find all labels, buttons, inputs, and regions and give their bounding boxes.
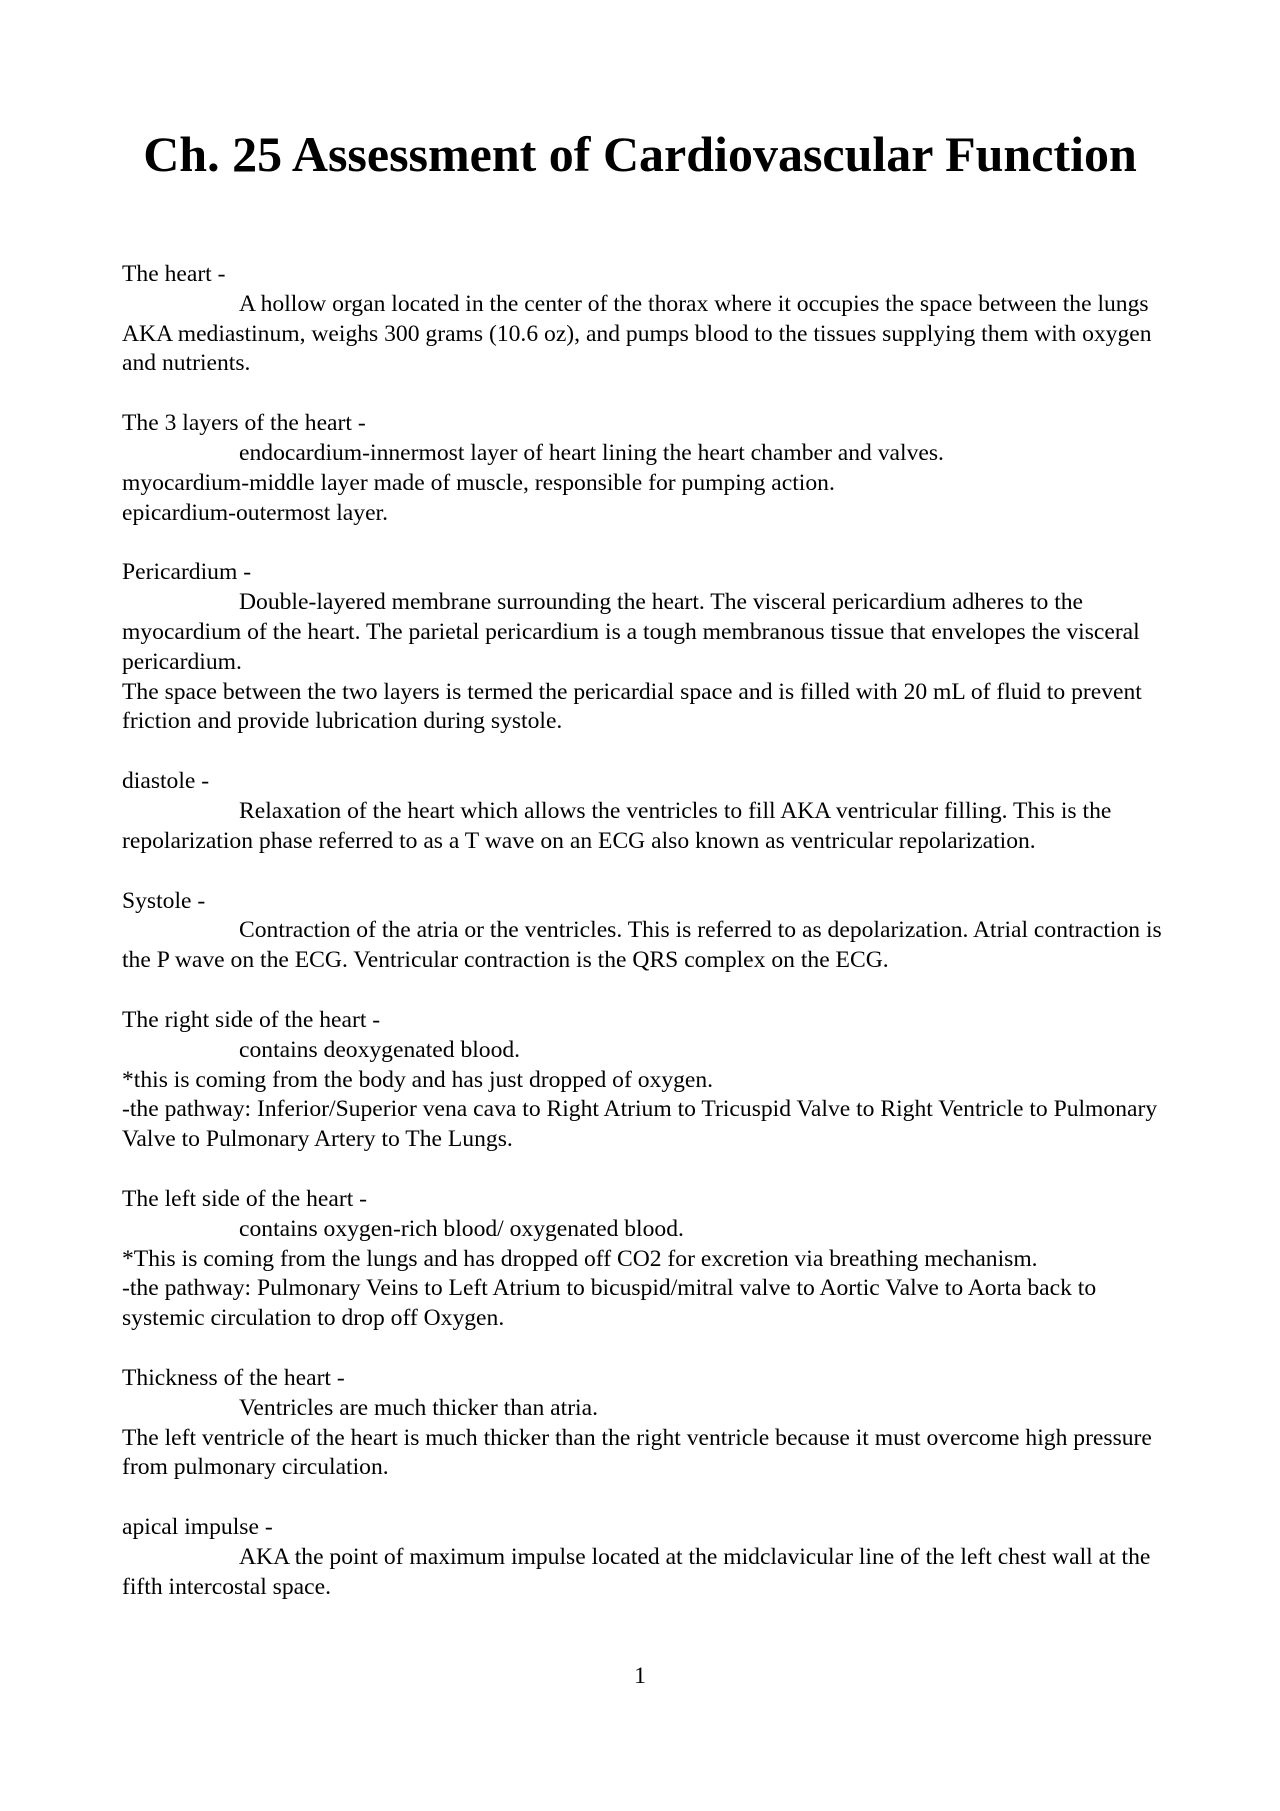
section-heading: The left side of the heart -	[122, 1185, 368, 1212]
section-paragraph: -the pathway: Pulmonary Veins to Left Atrium to bicuspid/mitral valve to Aortic Valve to Aorta back to systemic circulation to drop off Oxygen.	[122, 1275, 1097, 1332]
section-paragraph: AKA the point of maximum impulse located at the midclavicular line of the left chest wall at the fifth intercostal space.	[122, 1543, 1151, 1600]
section-paragraph: -the pathway: Inferior/Superior vena cava to Right Atrium to Tricuspid Valve to Right Ventricle to Pulmonary Valve to Pulmonary Artery to The Lungs.	[122, 1096, 1158, 1153]
section-heading: Systole -	[122, 887, 206, 914]
section-heading: Thickness of the heart -	[122, 1364, 345, 1391]
section-apical-impulse	[122, 1513, 1162, 1602]
section-left-side	[122, 1185, 1162, 1334]
section-heading: diastole -	[122, 768, 210, 795]
section-pericardium	[122, 558, 1162, 737]
section-paragraph: The left ventricle of the heart is much thicker than the right ventricle because it must overcome high pressure from pulmonary circulation.	[122, 1424, 1152, 1481]
section-paragraph: *This is coming from the lungs and has dropped off CO2 for excretion via breathing mechanism.	[122, 1245, 1038, 1272]
section-diastole	[122, 767, 1162, 856]
section-paragraph: Contraction of the atria or the ventricles. This is referred to as depolarization. Atrial contraction is the P wave on the ECG. Ventricular contraction is the QRS complex on the ECG.	[122, 917, 1162, 974]
page-title: Ch. 25 Assessment of Cardiovascular Function	[143, 126, 1137, 182]
section-paragraph: contains deoxygenated blood.	[239, 1036, 521, 1063]
section-paragraph: Double-layered membrane surrounding the heart. The visceral pericardium adheres to the myocardium of the heart. The parietal pericardium is a tough membranous tissue that envelopes the visceral pericardium.	[122, 589, 1140, 675]
section-heading: apical impulse -	[122, 1514, 273, 1541]
section-paragraph: Relaxation of the heart which allows the ventricles to fill AKA ventricular filling. This is the repolarization phase referred to as a T wave on an ECG also known as ventricular repolarization.	[122, 797, 1112, 854]
section-paragraph: *this is coming from the body and has just dropped of oxygen.	[122, 1066, 714, 1093]
section-paragraph: myocardium-middle layer made of muscle, responsible for pumping action.	[122, 469, 835, 496]
section-paragraph: The space between the two layers is termed the pericardial space and is filled with 20 mL of fluid to prevent friction and provide lubrication during systole.	[122, 678, 1142, 735]
section-heading: The heart -	[122, 261, 226, 287]
page-number: 1	[634, 1663, 646, 1689]
section-heading: Pericardium -	[122, 559, 252, 586]
section-right-side	[122, 1006, 1162, 1155]
section-heading: The 3 layers of the heart -	[122, 410, 366, 437]
section-paragraph: Ventricles are much thicker than atria.	[239, 1394, 598, 1421]
section-heart-layers	[122, 409, 1162, 528]
section-paragraph: endocardium-innermost layer of heart lining the heart chamber and valves.	[239, 439, 944, 466]
section-heading: The right side of the heart -	[122, 1006, 381, 1033]
section-thickness	[122, 1364, 1162, 1483]
section-systole	[122, 887, 1162, 976]
document-body	[122, 260, 1162, 1632]
section-the-heart	[122, 260, 1162, 379]
section-paragraph: contains oxygen-rich blood/ oxygenated blood.	[239, 1215, 684, 1242]
section-paragraph: epicardium-outermost layer.	[122, 499, 388, 526]
section-paragraph: A hollow organ located in the center of the thorax where it occupies the space between the lungs AKA mediastinum, weighs 300 grams (10.6 oz), and pumps blood to the tissues supplying them with oxygen and nutrients.	[122, 290, 1152, 377]
